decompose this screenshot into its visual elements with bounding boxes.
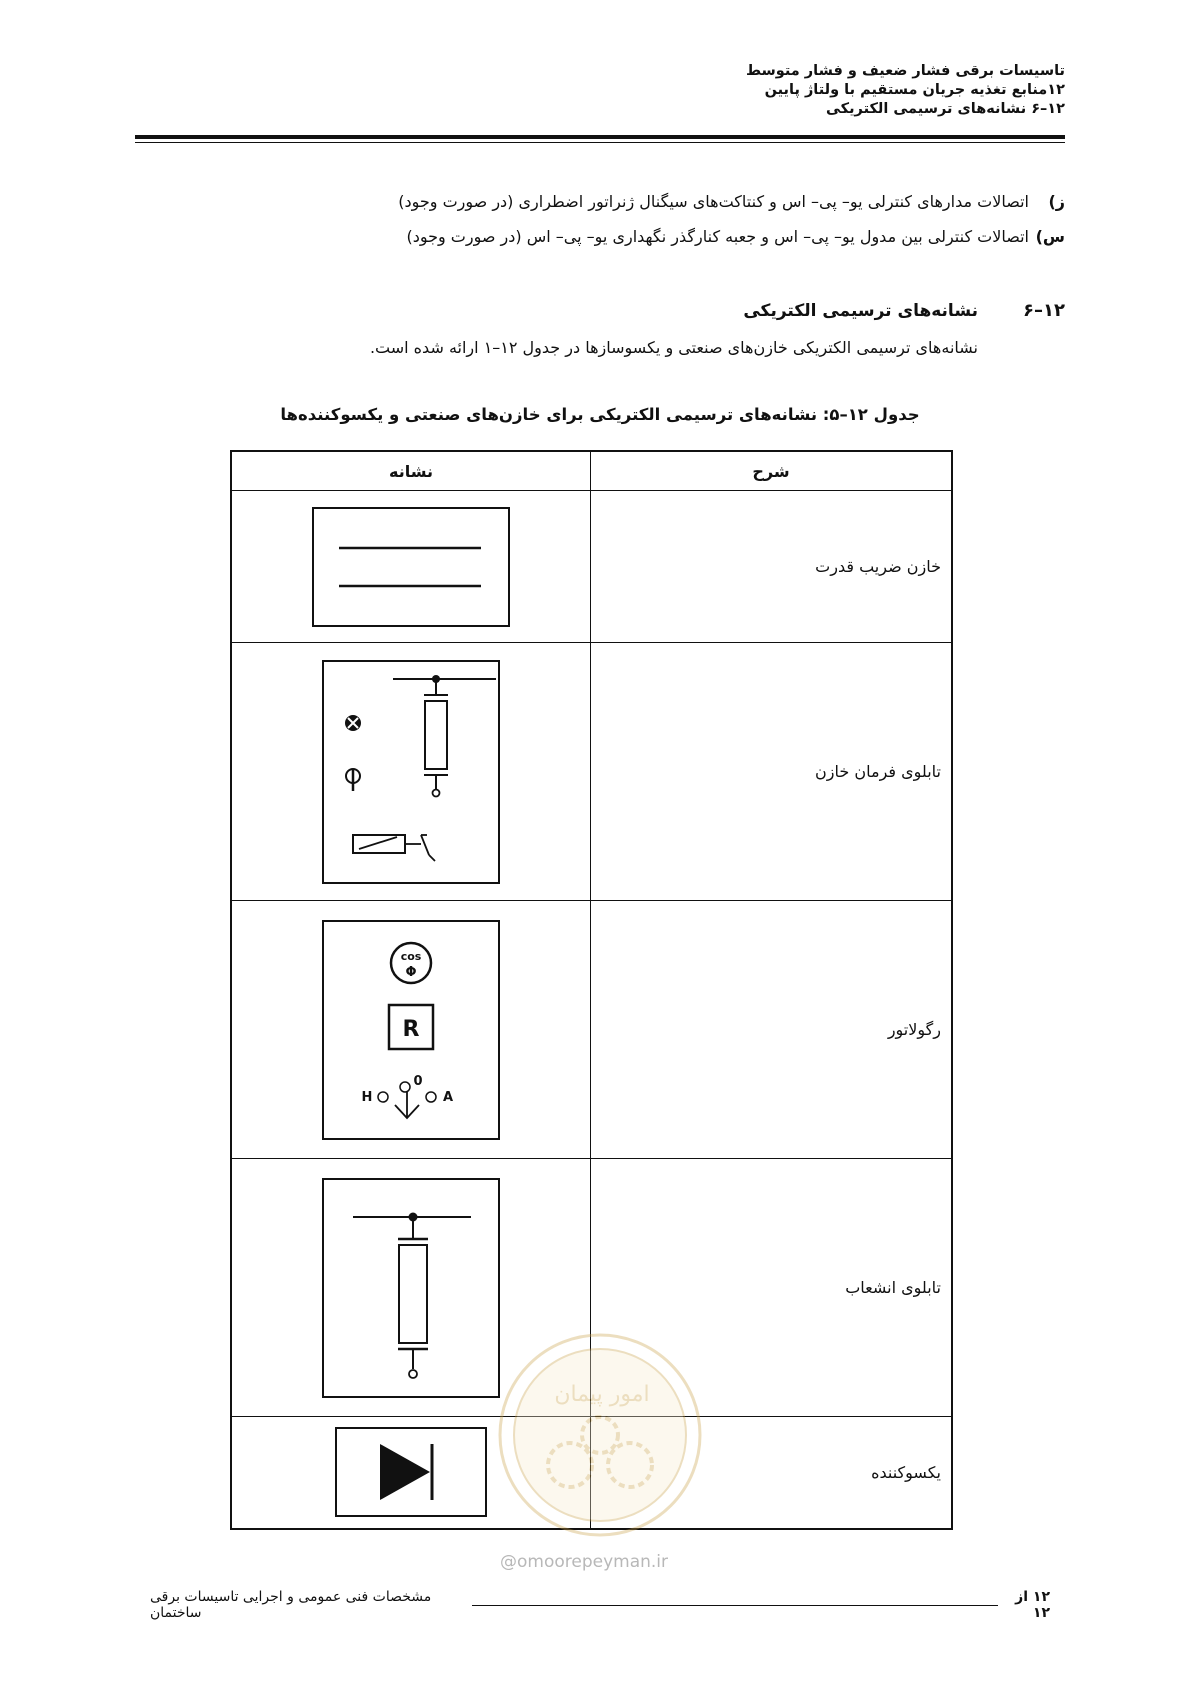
row-description: رگولاتور (591, 901, 953, 1159)
header-rule-thick (135, 135, 1065, 139)
cos-label: cos (400, 949, 422, 963)
list-item (260, 225, 1065, 249)
section-body: نشانه‌های ترسیمی الکتریکی خازن‌های صنعتی و یکسوسازها در جدول ۱۲–۱ ارائه شده است. (369, 338, 978, 357)
row-symbol (231, 491, 591, 643)
watermark-site: @omoorepeyman.ir (500, 1552, 669, 1572)
row-symbol (231, 901, 591, 1159)
regulator-icon (321, 919, 501, 1141)
table-row (231, 491, 952, 643)
row-description: یکسوکننده (591, 1417, 953, 1529)
header-line-3: ۱۲–۶ نشانه‌های ترسیمی الکتریکی (826, 101, 1065, 117)
row-symbol (231, 643, 591, 901)
distribution-panel-icon (321, 1177, 501, 1399)
h-label: H (361, 1089, 373, 1105)
watermark-logo-icon (490, 1325, 710, 1545)
phi-label: Φ (405, 964, 417, 980)
header-line-1: تاسیسات برقی فشار ضعیف و فشار متوسط (745, 63, 1065, 79)
running-header (746, 62, 1065, 119)
row-description: تابلوی فرمان خازن (591, 643, 953, 901)
a-label: A (442, 1089, 454, 1105)
table-row (231, 643, 952, 901)
table-header-row (231, 451, 952, 491)
list-marker: س) (1035, 227, 1065, 246)
list-text: اتصالات مدارهای کنترلی یو– پی– اس و کنتاکت‌های سیگنال ژنراتور اضطراری (در صورت وجود) (398, 192, 1029, 211)
footer-document-title: مشخصات فنی عمومی و اجرایی تاسیسات برقی ساختمان (150, 1589, 432, 1621)
page-number: ۱۲ از ۱۲ (1015, 1589, 1050, 1621)
list-marker: ز) (1048, 192, 1065, 211)
header-rule-thin (135, 142, 1065, 143)
footer-rule (472, 1605, 998, 1606)
capacitor-control-panel-icon (321, 659, 501, 885)
row-description: خازن ضریب قدرت (591, 491, 953, 643)
header-line-2: ۱۲منابع تغذیه جریان مستقیم با ولتاژ پایین (764, 82, 1065, 98)
row-description: تابلوی انشعاب (591, 1159, 953, 1417)
rectifier-diode-icon (334, 1426, 488, 1518)
list-text: اتصالات کنترلی بین مدول یو– پی– اس و جعبه کنارگذر نگهداری یو– پی– اس (در صورت وجود) (406, 227, 1029, 246)
column-header-description: شرح (591, 451, 953, 491)
column-header-symbol: نشانه (231, 451, 591, 491)
capacitor-symbol-icon (311, 506, 511, 628)
table-caption: جدول ۱۲–۵: نشانه‌های ترسیمی الکتریکی برای خازن‌های صنعتی و یکسوکننده‌ها (280, 405, 920, 424)
at-icon: @ (500, 1552, 517, 1572)
section-title: نشانه‌های ترسیمی الکتریکی (743, 301, 978, 321)
r-label: R (402, 1016, 420, 1042)
watermark-logo-text: امور پیمان (554, 1382, 650, 1407)
zero-label: 0 (413, 1073, 423, 1089)
list-item (260, 190, 1065, 214)
section-number: ۱۲–۶ (1023, 300, 1065, 321)
table-row (231, 901, 952, 1159)
